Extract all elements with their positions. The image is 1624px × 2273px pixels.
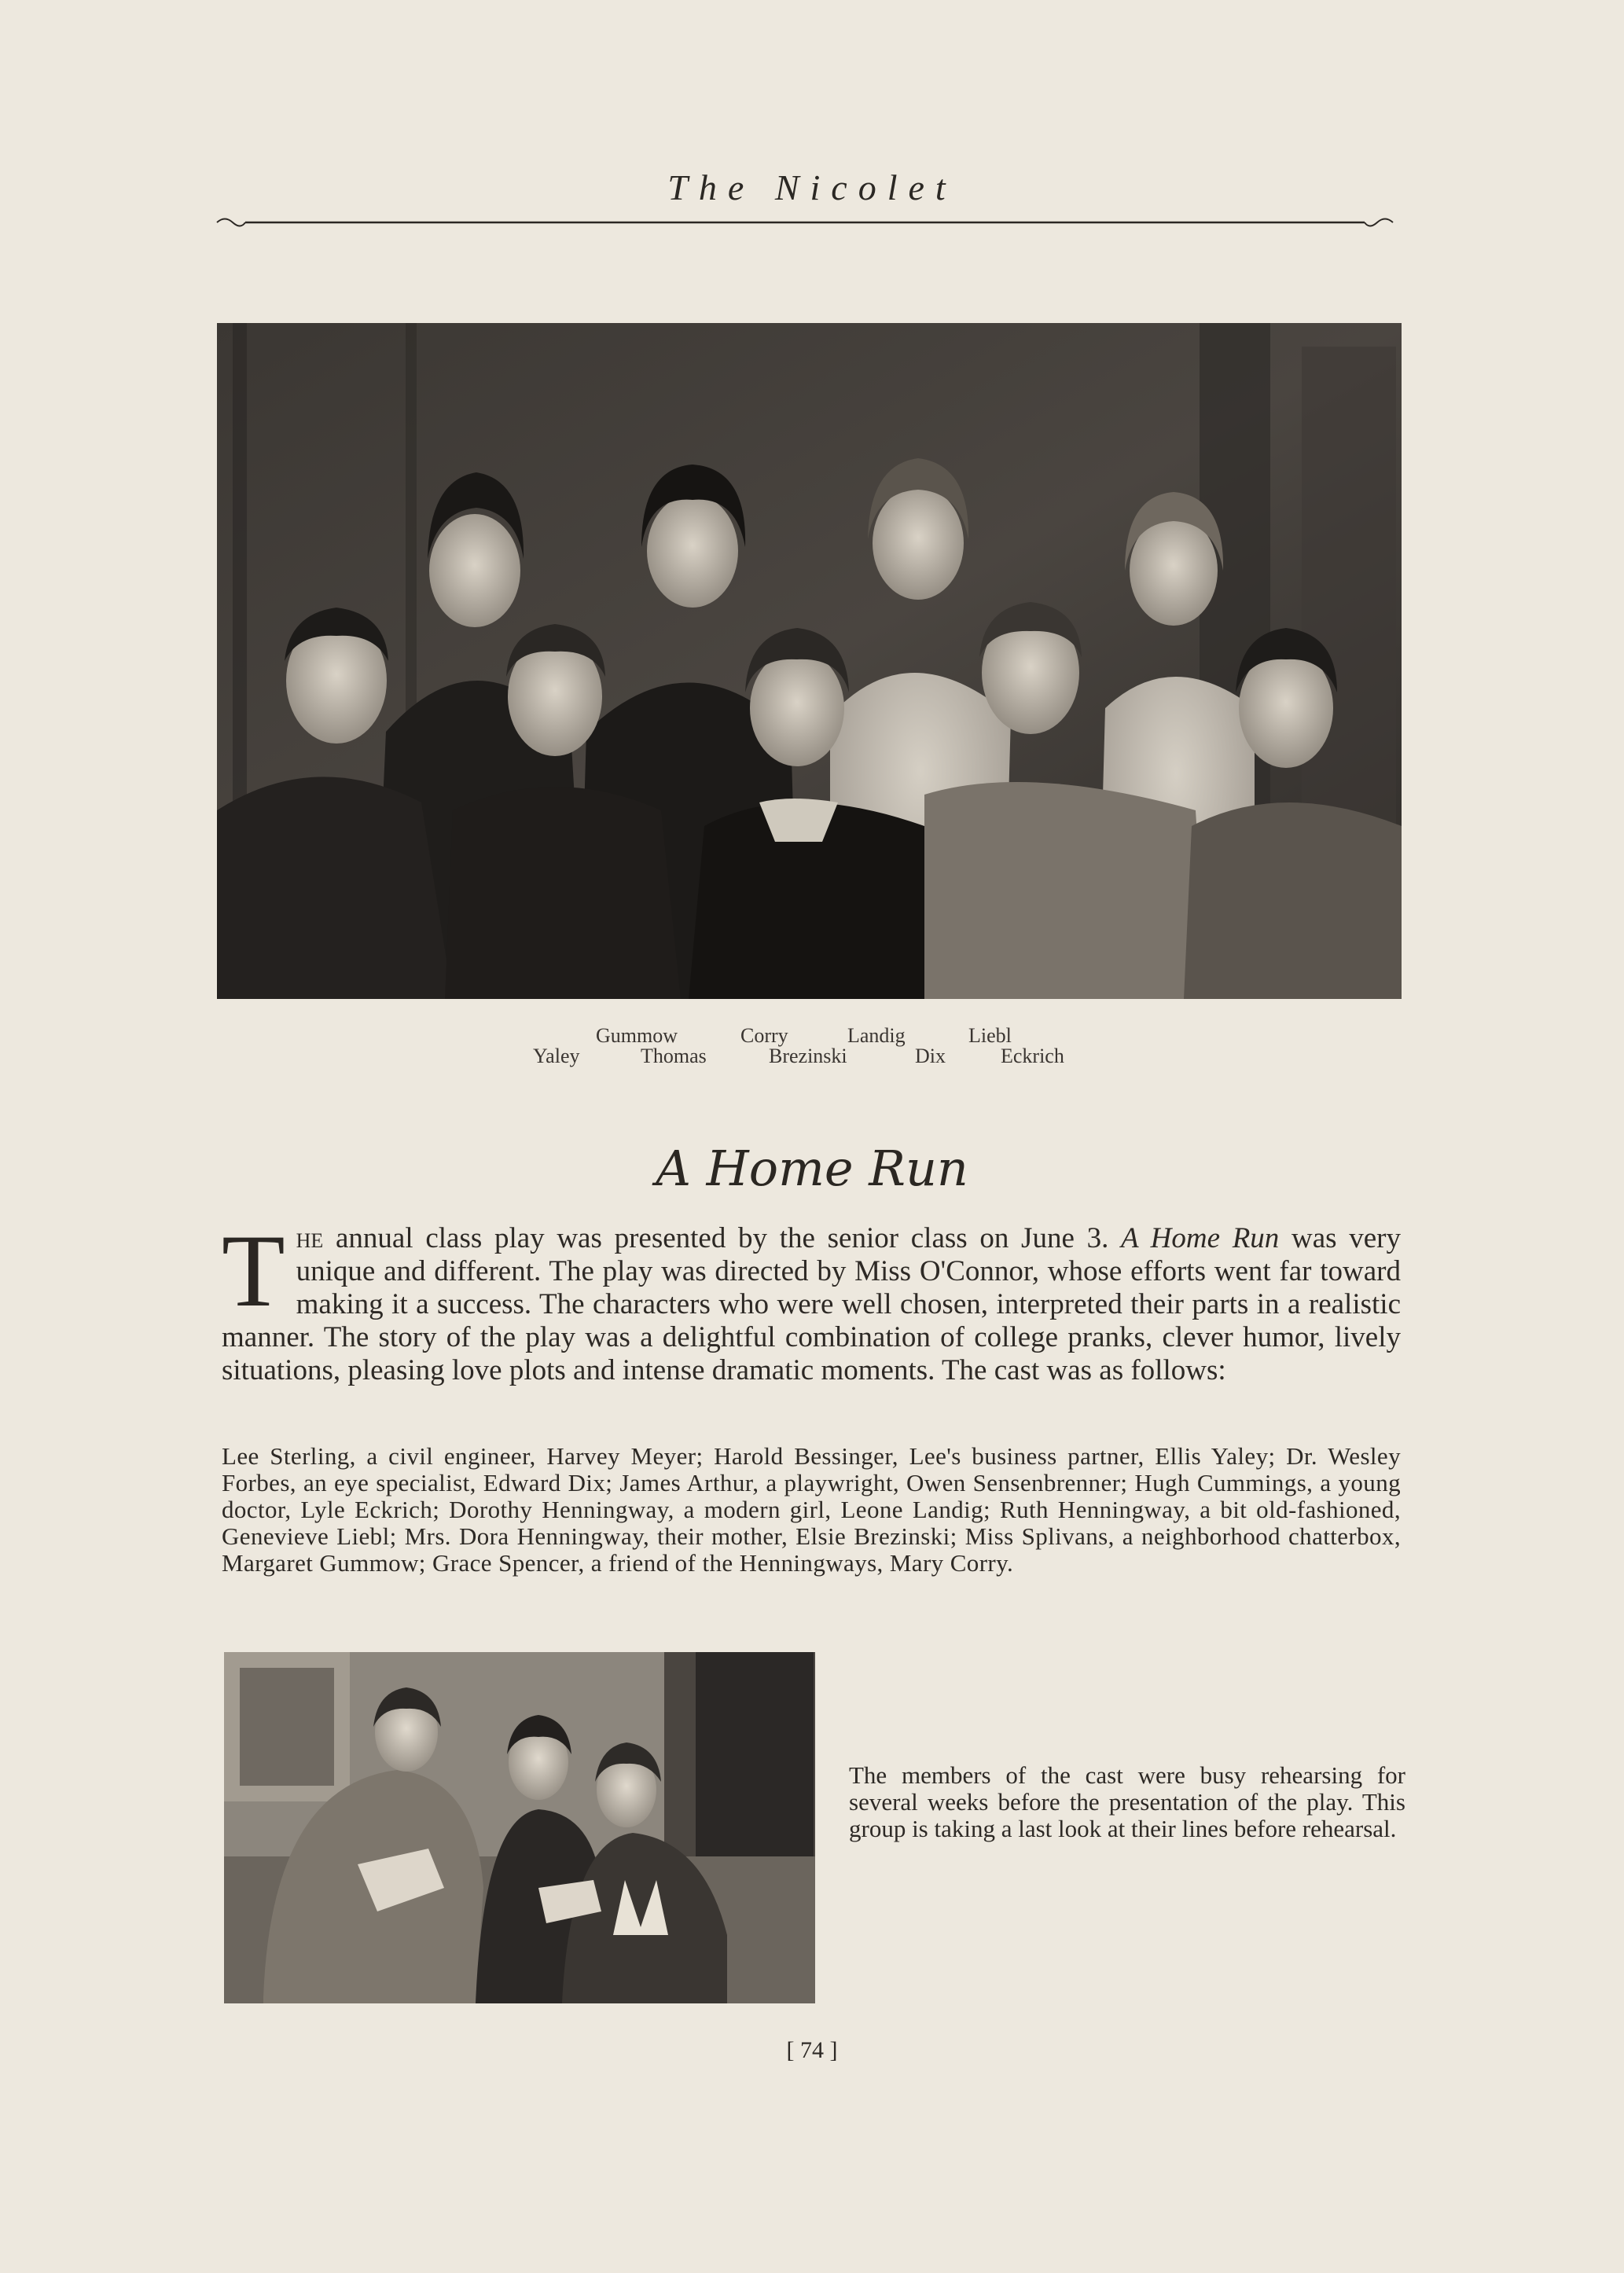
intro-text-1: annual class play was presented by the senior class on June 3. xyxy=(323,1222,1122,1254)
drop-cap: T xyxy=(222,1213,285,1328)
rehearsal-caption: The members of the cast were busy rehearsing for several weeks before the presentation of the play. This group is taking a last look at their lines before rehearsal. xyxy=(849,1761,1405,1842)
ornamental-rule xyxy=(214,212,1396,233)
caption-name: Landig xyxy=(847,1024,906,1047)
play-title: A Home Run xyxy=(1121,1222,1280,1254)
running-head: The Nicolet xyxy=(667,167,957,207)
caption-name: Gummow xyxy=(596,1024,678,1047)
caption-name: Eckrich xyxy=(1001,1045,1064,1067)
intro-smallcaps: he xyxy=(296,1222,324,1254)
intro-paragraph xyxy=(222,1213,1401,1387)
cast-group-photo xyxy=(217,323,1402,999)
caption-name: Liebl xyxy=(968,1024,1012,1047)
caption-name: Thomas xyxy=(641,1045,707,1067)
rehearsal-photo xyxy=(224,1652,815,2003)
caption-name: Yaley xyxy=(533,1045,580,1067)
cast-list-paragraph: Lee Sterling, a civil engineer, Harvey Meyer; Harold Bessinger, Lee's business partner, Ellis Yaley; Dr. Wesley Forbes, an eye specialist, Edward Dix; James Arthur, a playwright, Owen Sensenbrenner; Hugh Cummings, a young doctor, Lyle Eckrich; Dorothy Henningway, a modern girl, Leone Landig; Ruth Henningway, a bit old-fashioned, Genevieve Liebl; Mrs. Dora Henningway, their mother, Elsie Brezinski; Miss Splivans, a neighborhood chatterbox, Margaret Gummow; Grace Spencer, a friend of the Henningways, Mary Corry. xyxy=(222,1442,1401,1577)
page-number: [ 74 ] xyxy=(786,2037,838,2063)
section-title: A Home Run xyxy=(656,1140,968,1197)
caption-name: Corry xyxy=(740,1024,788,1047)
caption-name: Dix xyxy=(915,1045,946,1067)
intro-text-2: was very unique and different. The play was directed by Miss O'Connor, whose efforts went far toward making it a success. The characters who were well chosen, interpreted their parts in a realistic manner. The story of the play was a delightful combination of college pranks, clever humor, lively situations, pleasing love plots and intense dramatic moments. The cast was as follows: xyxy=(222,1222,1401,1386)
caption-name: Brezinski xyxy=(769,1045,847,1067)
